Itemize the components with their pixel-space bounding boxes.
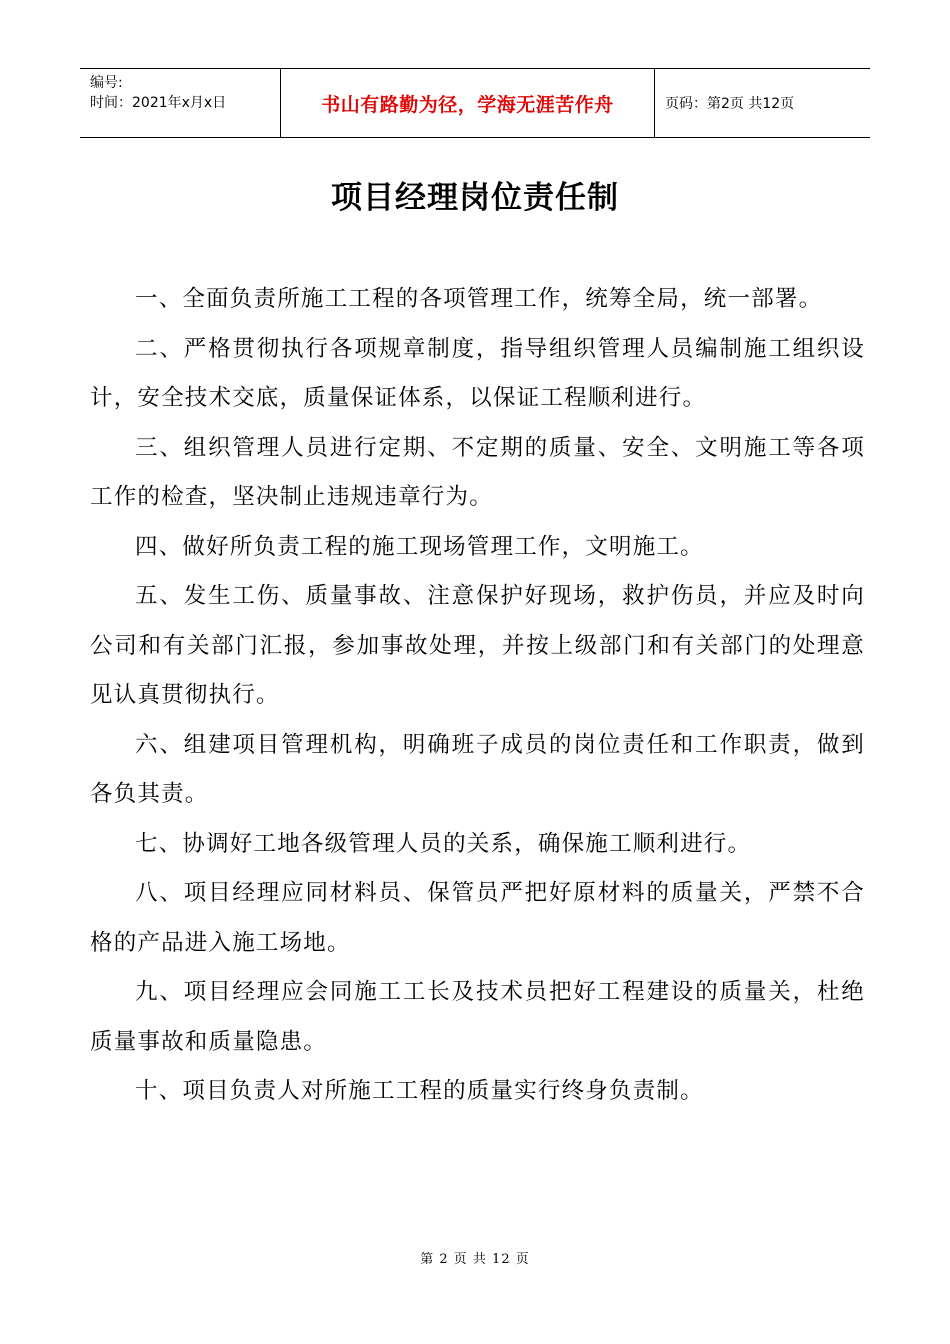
paragraph: 一、全面负责所施工工程的各项管理工作，统筹全局，统一部署。: [135, 286, 823, 312]
paragraph: 六、组建项目管理机构，明确班子成员的岗位责任和工作职责，做到各负其责。: [90, 731, 865, 807]
paragraph: 四、做好所负责工程的施工现场管理工作，文明施工。: [135, 533, 704, 560]
paragraph: 八、项目经理应同材料员、保管员严把好原材料的质量关，严禁不合格的产品进入施工场地。: [90, 880, 865, 956]
header-page-number: 页码：第2页 共12页: [665, 96, 795, 112]
paragraph: 十、项目负责人对所施工工程的质量实行终身负责制。: [135, 1078, 704, 1104]
paragraph: 三、组织管理人员进行定期、不定期的质量、安全、文明施工等各项工作的检查，坚决制止违规违章行为。: [90, 434, 865, 510]
header-meta: [80, 69, 280, 137]
document-number-label: 编号:: [90, 75, 123, 91]
header-motto: 书山有路勤为径，学海无涯苦作舟: [280, 69, 655, 137]
document-title: 项目经理岗位责任制: [331, 180, 619, 216]
paragraph: 二、严格贯彻执行各项规章制度，指导组织管理人员编制施工组织设计，安全技术交底，质量保证体系，以保证工程顺利进行。: [90, 335, 865, 411]
document-date-label: 时间：2021年x月x日: [90, 95, 227, 111]
paragraph: 五、发生工伤、质量事故、注意保护好现场，救护伤员，并应及时向公司和有关部门汇报，参加事故处理，并按上级部门和有关部门的处理意见认真贯彻执行。: [90, 583, 865, 708]
paragraph: 九、项目经理应会同施工工长及技术员把好工程建设的质量关，杜绝质量事故和质量隐患。: [90, 979, 865, 1055]
paragraph: 七、协调好工地各级管理人员的关系，确保施工顺利进行。: [135, 830, 752, 857]
page-footer: 第 2 页 共 12 页: [420, 1252, 530, 1267]
document-body: [90, 275, 865, 1117]
page-header: [80, 68, 870, 138]
